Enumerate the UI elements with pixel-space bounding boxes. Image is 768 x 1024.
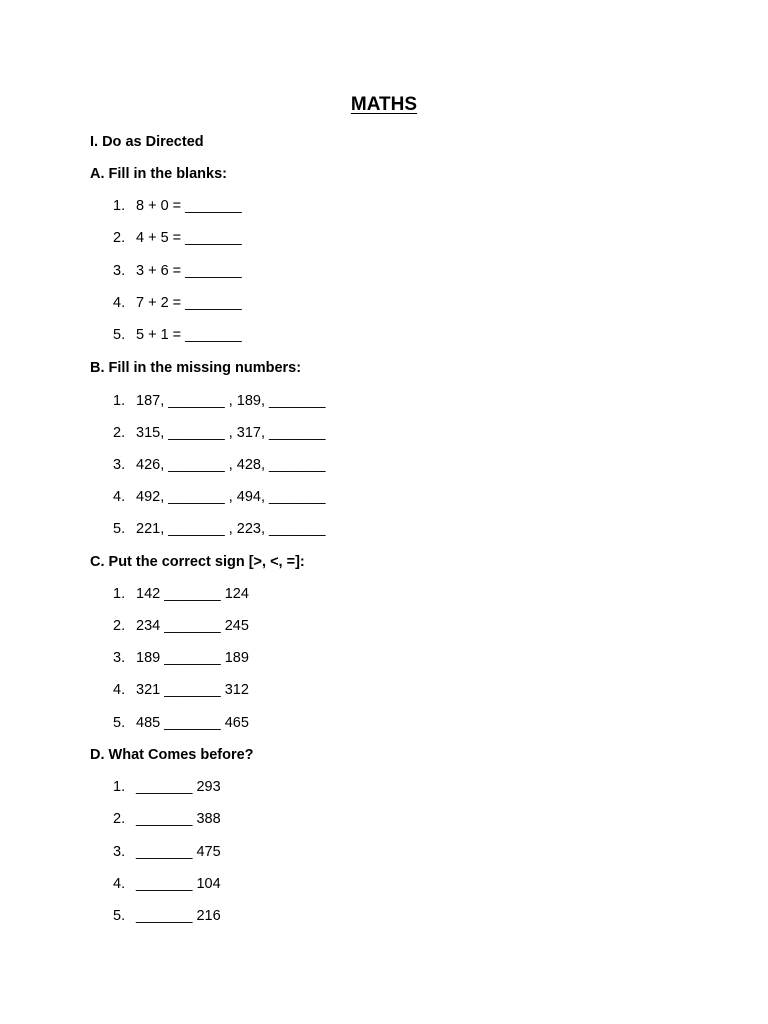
- section-b-item-4: [0, 488, 768, 506]
- section-d-item-3: [0, 843, 768, 861]
- item-number: 5.: [113, 715, 126, 731]
- item-number: 5.: [113, 908, 126, 924]
- item-number: 2.: [113, 811, 126, 827]
- item-number: 3.: [113, 650, 126, 666]
- item-text: 7 + 2 = _______: [136, 295, 242, 311]
- section-a-item-5: [0, 326, 768, 344]
- section-d-item-1: [0, 778, 768, 796]
- page-title: MATHS: [350, 94, 418, 115]
- item-number: 1.: [113, 393, 126, 409]
- item-text: 8 + 0 = _______: [136, 198, 242, 214]
- item-number: 2.: [113, 230, 126, 246]
- item-text: 142 _______ 124: [136, 586, 249, 602]
- section-a-heading: A. Fill in the blanks:: [90, 166, 227, 182]
- item-text: 426, _______ , 428, _______: [136, 457, 326, 473]
- item-number: 1.: [113, 198, 126, 214]
- section-c-heading: C. Put the correct sign [>, <, =]:: [90, 554, 305, 570]
- section-b-item-2: [0, 424, 768, 442]
- item-text: 5 + 1 = _______: [136, 327, 242, 343]
- section-c-item-4: [0, 681, 768, 699]
- item-number: 2.: [113, 425, 126, 441]
- item-text: 3 + 6 = _______: [136, 263, 242, 279]
- item-text: 221, _______ , 223, _______: [136, 521, 326, 537]
- item-text: 189 _______ 189: [136, 650, 249, 666]
- section-d-item-4: [0, 875, 768, 893]
- section-b-item-5: [0, 520, 768, 538]
- section-a-item-3: [0, 262, 768, 280]
- section-c-item-5: [0, 714, 768, 732]
- item-text: 4 + 5 = _______: [136, 230, 242, 246]
- item-text: 315, _______ , 317, _______: [136, 425, 326, 441]
- section-b-item-3: [0, 456, 768, 474]
- item-number: 4.: [113, 682, 126, 698]
- item-number: 1.: [113, 586, 126, 602]
- item-number: 1.: [113, 779, 126, 795]
- item-number: 5.: [113, 521, 126, 537]
- item-text: _______ 104: [136, 876, 221, 892]
- section-c-item-2: [0, 617, 768, 635]
- section-b-heading: B. Fill in the missing numbers:: [90, 360, 302, 376]
- item-text: 234 _______ 245: [136, 618, 249, 634]
- section-b-item-1: [0, 392, 768, 410]
- section-a-item-2: [0, 229, 768, 247]
- item-text: _______ 475: [136, 844, 221, 860]
- item-number: 3.: [113, 844, 126, 860]
- item-text: 492, _______ , 494, _______: [136, 489, 326, 505]
- item-text: _______ 293: [136, 779, 221, 795]
- section-c-item-3: [0, 649, 768, 667]
- item-text: _______ 216: [136, 908, 221, 924]
- item-text: 485 _______ 465: [136, 715, 249, 731]
- item-number: 5.: [113, 327, 126, 343]
- item-number: 2.: [113, 618, 126, 634]
- item-text: 321 _______ 312: [136, 682, 249, 698]
- item-text: 187, _______ , 189, _______: [136, 393, 326, 409]
- item-number: 4.: [113, 876, 126, 892]
- section-d-item-5: [0, 907, 768, 925]
- item-number: 4.: [113, 295, 126, 311]
- section-d-item-2: [0, 810, 768, 828]
- item-number: 3.: [113, 457, 126, 473]
- item-number: 4.: [113, 489, 126, 505]
- section-d-heading: D. What Comes before?: [90, 747, 254, 763]
- item-text: _______ 388: [136, 811, 221, 827]
- section-a-item-1: [0, 197, 768, 215]
- section-c-item-1: [0, 585, 768, 603]
- item-number: 3.: [113, 263, 126, 279]
- main-heading: I. Do as Directed: [90, 134, 204, 150]
- section-a-item-4: [0, 294, 768, 312]
